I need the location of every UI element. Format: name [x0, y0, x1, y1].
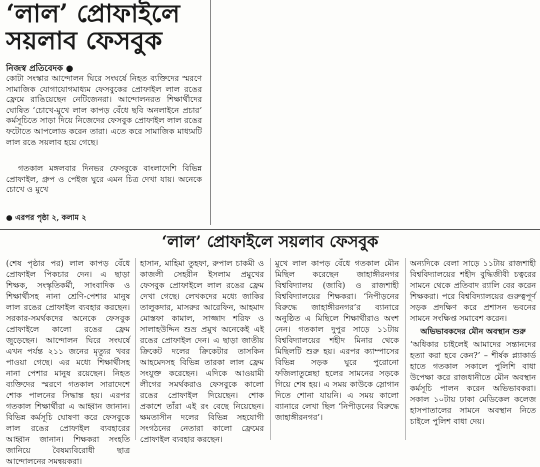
section-rule [0, 229, 540, 230]
column-separator [270, 258, 271, 440]
column-divider [210, 0, 211, 225]
continuation-column-2: হাসান, মাহিমা তুহফা, রুপাল চাকমী ও কাজলী সেহরীন ইসলাম প্রমুখের ফেসবুক প্রোফাইলে লাল রঙের ফ্রেম দেখা গেছে। লেখকদের মধ্যে জাকির তালুকদার, মাসরুর আরেফিন, আহমাদ মোস্তফা কামাল, সাজ্জাদ শরিফ ও সালাহউদ্দিন শুভ্র প্রমুখ অনেকেই এই রঙের প্রোফাইল দেন। এ ছাড়া জাতীয় ক্রিকেট দলের ক্রিকেটার তাসকিন আহমেদসহ বিভিন্ন তারকা লাল ফ্রেম সংযুক্ত করেছেন। এদিকে আওয়ামী লীগের সমর্থকরাও ফেসবুকে কালো রঙের প্রোফাইল দিয়েছেন। শোক প্রকাশে তাঁরা এই রং বেছে নিয়েছেন। ক্ষমতাসীন দলের বিভিন্ন সহযোগী সংগঠনের নেতারা কালো ফ্রেমের প্রোফাইল ব্যবহার করছেন। [140, 259, 264, 444]
continuation-column-4 [410, 258, 536, 440]
continuation-headline: ‘লাল’ প্রোফাইলে সয়লাব ফেসবুক [161, 232, 379, 251]
top-story [0, 0, 206, 225]
continuation-column-1: (শেষ পৃষ্ঠার পর) লাল কাপড় বেঁধে প্রোফাইল পিকচার দেন। এ ছাড়া শিক্ষক, সংস্কৃতিকর্মী, সাংবাদিক ও শিক্ষার্থীসহ নানা শ্রেণি-পেশার মানুষ লাল রঙের প্রোফাইল ব্যবহার করছেন। সরকার-সমর্থকদের অনেকে ফেসবুক প্রোফাইলে কালো রঙের ফ্রেম জুড়েছেন। আন্দোলন ঘিরে সংঘর্ষে এখন পর্যন্ত ২১১ জনের মৃত্যুর খবর পাওয়া গেছে। এর মধ্যে শিক্ষার্থীসহ নানা পেশার মানুষ রয়েছেন। নিহত ব্যক্তিদের স্মরণে গতকাল সারাদেশে শোক পালনের সিদ্ধান্ত হয়। এরপর গতকাল শিক্ষার্থীরা এ আহ্বান জানান। বিভিন্ন কর্মসূচি ঘোষণা করে ফেসবুকে লাল রঙের প্রোফাইল ব্যবহারের আহ্বান জানান। শিক্ষকরা সংহতি জানিয়ে বৈষম্যবিরোধী ছাত্র আন্দোলনের সমন্বয়করা। [6, 259, 130, 466]
headline-line-2: সয়লাব ফেসবুক [6, 26, 163, 55]
column-4-text-1: অন্যদিকে বেলা সাড়ে ১১টায় রাজশাহী বিশ্ববিদ্যালয়ের শহীদ বুদ্ধিজীবী চত্বরের সামনে থেকে প্রতিবাদ র‍্যালি বের করেন শিক্ষকরা। পরে বিশ্ববিদ্যালয়ের গুরুত্বপূর্ণ সড়ক প্রদক্ষিণ করে প্রশাসন ভবনের সামনে সংক্ষিপ্ত সমাবেশ করেন। [410, 259, 536, 323]
story-paragraph-1: কোটা সংস্কার আন্দোলন ঘিরে সংঘর্ষে নিহত ব্যক্তিদের স্মরণে সামাজিক যোগাযোগমাধ্যম ফেসবুকের প্রোফাইল লাল রঙের ফ্রেমে রাঙিয়েছেন নেটিজেনরা। আন্দোলনরত শিক্ষার্থীদের ঘোষিত ‘চোখে-মুখে লাল কাপড় বেঁধে ছবি অনলাইনে প্রচার’ কর্মসূচিতে সাড়া দিয়ে নিজেদের ফেসবুক প্রোফাইল লাল রঙের ফটোতে আপলোড করেন তারা। এতে করে সামাজিক মাধ্যমটি লাল রঙে সয়লাব হয়ে গেছে। [6, 74, 202, 147]
continued-reference: ● এরপর পৃষ্ঠা ২, কলাম ২ [6, 213, 87, 222]
continuation-column-3: মুখে লাল কাপড় বেঁধে গতকাল মৌন মিছিল করেছেন জাহাঙ্গীরনগর বিশ্ববিদ্যালয় (জাবি) ও রাজশাহী বিশ্ববিদ্যালয়ের শিক্ষকরা। ‘নিপীড়নের বিরুদ্ধে জাহাঙ্গীরনগর’র ব্যানারে অনুষ্ঠিত এ মিছিলে শিক্ষার্থীরাও অংশ নেন। গতকাল দুপুর সাড়ে ১১টায় বিশ্ববিদ্যালয়ের শহীদ মিনার থেকে মিছিলটি শুরু হয়। এরপর ক্যাম্পাসের বিভিন্ন সড়ক ঘুরে পুরোনো ফজিলাতুন্নেছা হলের সামনের সড়কে গিয়ে শেষ হয়। এ সময় কাউকে স্লোগান দিতে শোনা যায়নি। এ সময় কালো ব্যানারে লেখা ছিল ‘নিপীড়নের বিরুদ্ধে জাহাঙ্গীরনগর’। [275, 259, 399, 422]
column-separator [405, 258, 406, 440]
byline: নিজস্ব প্রতিবেদক ● [6, 64, 74, 74]
column-4-subheading: অভিভাবকদের মৌন অবস্থান শুরু [420, 326, 526, 336]
headline-line-1: ‘লাল’ প্রোফাইলে [6, 0, 180, 28]
column-separator [135, 258, 136, 440]
column-4-text-2: ‘অধিকার চাইলেই আমাদের সন্তানদের হত্যা করা হবে কেন?’ – শীর্ষক প্ল্যাকার্ড হাতে গতকাল সকালে পুলিশি বাধা উপেক্ষা করে রাজধানীতে মৌন অবস্থান কর্মসূচি পালন করেন অভিভাবকরা। সকাল ১০টায় ঢাকা মেডিকেল কলেজ হাসপাতালের সামনে অবস্থান নিতে চাইলে পুলিশ বাধা দেয়। [410, 340, 536, 426]
story-paragraph-2: গতকাল মঙ্গলবার দিনভর ফেসবুকে বাংলাদেশি বিভিন্ন প্রোফাইল, গ্রুপ ও পেইজ ঘুরে এমন চিত্র দেখা যায়। অনেকে চোখে ও মুখে [6, 164, 202, 195]
